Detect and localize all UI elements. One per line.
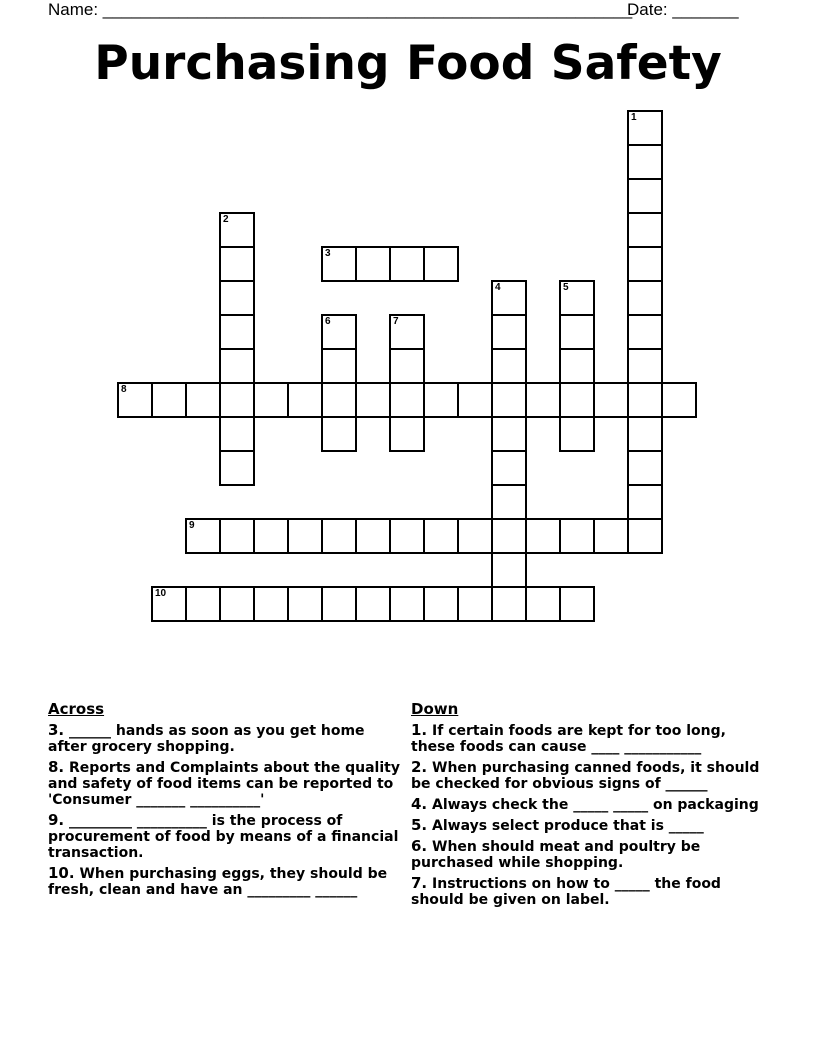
across-heading: Across (48, 700, 105, 718)
grid-cell[interactable] (219, 450, 255, 486)
clue-number: 9. (48, 811, 65, 829)
grid-cell[interactable] (253, 586, 289, 622)
clue-number: 5. (411, 816, 428, 834)
grid-cell[interactable] (253, 382, 289, 418)
clue-text: Reports and Complaints about the quality and safety of food items can be reported to 'Consumer _______ __________' (48, 760, 400, 808)
across-clues (48, 700, 403, 902)
clue-text: When should meat and poultry be purchased while shopping. (411, 839, 701, 871)
grid-cell[interactable] (219, 382, 255, 418)
grid-cell[interactable] (559, 314, 595, 350)
clue-text: Always check the _____ _____ on packaging (432, 797, 759, 813)
grid-cell[interactable] (559, 382, 595, 418)
grid-cell[interactable] (389, 348, 425, 384)
grid-cell[interactable] (525, 382, 561, 418)
cell-number: 8 (121, 384, 127, 395)
grid-cell[interactable] (457, 382, 493, 418)
grid-cell[interactable] (559, 518, 595, 554)
grid-cell[interactable] (491, 382, 527, 418)
grid-cell[interactable] (627, 450, 663, 486)
puzzle-title: Purchasing Food Safety (94, 36, 722, 91)
grid-cell[interactable] (219, 246, 255, 282)
clue-number: 8. (48, 758, 65, 776)
grid-cell[interactable] (627, 280, 663, 316)
grid-cell[interactable] (219, 416, 255, 452)
grid-cell[interactable] (389, 518, 425, 554)
grid-cell[interactable] (321, 314, 357, 350)
cell-number: 3 (325, 248, 331, 259)
grid-cell[interactable] (593, 518, 629, 554)
grid-cell[interactable] (321, 348, 357, 384)
across-clue (48, 759, 403, 808)
clue-number: 1. (411, 721, 428, 739)
grid-cell[interactable] (525, 518, 561, 554)
clue-number: 3. (48, 721, 65, 739)
down-clue (411, 796, 766, 813)
cell-number: 4 (495, 282, 501, 293)
grid-cell[interactable] (423, 382, 459, 418)
down-clue (411, 722, 766, 755)
name-line: Name: ________________________________________________________ (48, 0, 633, 19)
across-clue (48, 722, 403, 755)
clue-text: Instructions on how to _____ the food should be given on label. (411, 876, 721, 908)
grid-cell[interactable] (457, 518, 493, 554)
grid-cell[interactable] (491, 314, 527, 350)
grid-cell[interactable] (491, 586, 527, 622)
down-clues (411, 700, 766, 912)
down-clue (411, 817, 766, 834)
grid-cell[interactable] (423, 518, 459, 554)
grid-cell[interactable] (559, 280, 595, 316)
down-heading: Down (411, 700, 459, 718)
cell-number: 2 (223, 214, 229, 225)
grid-cell[interactable] (151, 382, 187, 418)
clue-text: ______ hands as soon as you get home after grocery shopping. (48, 723, 365, 755)
grid-cell[interactable] (321, 382, 357, 418)
clue-text: When purchasing eggs, they should be fresh, clean and have an _________ ______ (48, 866, 388, 898)
grid-cell[interactable] (627, 382, 663, 418)
grid-cell[interactable] (219, 586, 255, 622)
grid-cell[interactable] (389, 382, 425, 418)
grid-cell[interactable] (525, 586, 561, 622)
grid-cell[interactable] (491, 450, 527, 486)
grid-cell[interactable] (661, 382, 697, 418)
grid-cell[interactable] (627, 348, 663, 384)
clue-number: 4. (411, 795, 428, 813)
grid-cell[interactable] (559, 348, 595, 384)
grid-cell[interactable] (321, 586, 357, 622)
grid-cell[interactable] (491, 518, 527, 554)
grid-cell[interactable] (355, 586, 391, 622)
grid-cell[interactable] (321, 518, 357, 554)
cell-number: 7 (393, 316, 399, 327)
cell-number: 5 (563, 282, 569, 293)
grid-cell[interactable] (389, 246, 425, 282)
grid-cell[interactable] (321, 416, 357, 452)
cell-number: 9 (189, 520, 195, 531)
grid-cell[interactable] (185, 518, 221, 554)
down-clue (411, 875, 766, 908)
grid-cell[interactable] (253, 518, 289, 554)
across-clue (48, 865, 403, 898)
grid-cell[interactable] (321, 246, 357, 282)
grid-cell[interactable] (219, 518, 255, 554)
grid-cell[interactable] (627, 110, 663, 146)
date-line: Date: _______ (627, 0, 739, 19)
grid-cell[interactable] (627, 314, 663, 350)
grid-cell[interactable] (627, 246, 663, 282)
grid-cell[interactable] (219, 314, 255, 350)
grid-cell[interactable] (355, 246, 391, 282)
grid-cell[interactable] (559, 416, 595, 452)
grid-cell[interactable] (423, 246, 459, 282)
grid-cell[interactable] (593, 382, 629, 418)
down-clue (411, 838, 766, 871)
grid-cell[interactable] (491, 552, 527, 588)
grid-cell[interactable] (355, 518, 391, 554)
cell-number: 1 (631, 112, 637, 123)
grid-cell[interactable] (219, 280, 255, 316)
grid-cell[interactable] (287, 518, 323, 554)
grid-cell[interactable] (491, 484, 527, 520)
grid-cell[interactable] (491, 348, 527, 384)
across-clue (48, 812, 403, 861)
grid-cell[interactable] (627, 178, 663, 214)
grid-cell[interactable] (627, 484, 663, 520)
grid-cell[interactable] (491, 416, 527, 452)
clue-text: _________ __________ is the process of procurement of food by means of a financial transaction. (48, 813, 399, 861)
grid-cell[interactable] (355, 382, 391, 418)
clue-number: 6. (411, 837, 428, 855)
grid-cell[interactable] (389, 416, 425, 452)
clue-text: Always select produce that is _____ (432, 818, 704, 834)
grid-cell[interactable] (627, 212, 663, 248)
grid-cell[interactable] (627, 144, 663, 180)
grid-cell[interactable] (219, 212, 255, 248)
cell-number: 10 (155, 588, 167, 599)
grid-cell[interactable] (627, 518, 663, 554)
grid-cell[interactable] (389, 586, 425, 622)
grid-cell[interactable] (185, 586, 221, 622)
clue-text: When purchasing canned foods, it should be checked for obvious signs of ______ (411, 760, 760, 792)
grid-cell[interactable] (389, 314, 425, 350)
grid-cell[interactable] (287, 382, 323, 418)
grid-cell[interactable] (219, 348, 255, 384)
clue-number: 10. (48, 864, 75, 882)
clue-text: If certain foods are kept for too long, these foods can cause ____ ___________ (411, 723, 726, 755)
grid-cell[interactable] (287, 586, 323, 622)
down-clue (411, 759, 766, 792)
clue-number: 7. (411, 874, 428, 892)
grid-cell[interactable] (491, 280, 527, 316)
grid-cell[interactable] (151, 586, 187, 622)
grid-cell[interactable] (559, 586, 595, 622)
grid-cell[interactable] (423, 586, 459, 622)
grid-cell[interactable] (117, 382, 153, 418)
cell-number: 6 (325, 316, 331, 327)
grid-cell[interactable] (457, 586, 493, 622)
clue-number: 2. (411, 758, 428, 776)
grid-cell[interactable] (185, 382, 221, 418)
grid-cell[interactable] (627, 416, 663, 452)
